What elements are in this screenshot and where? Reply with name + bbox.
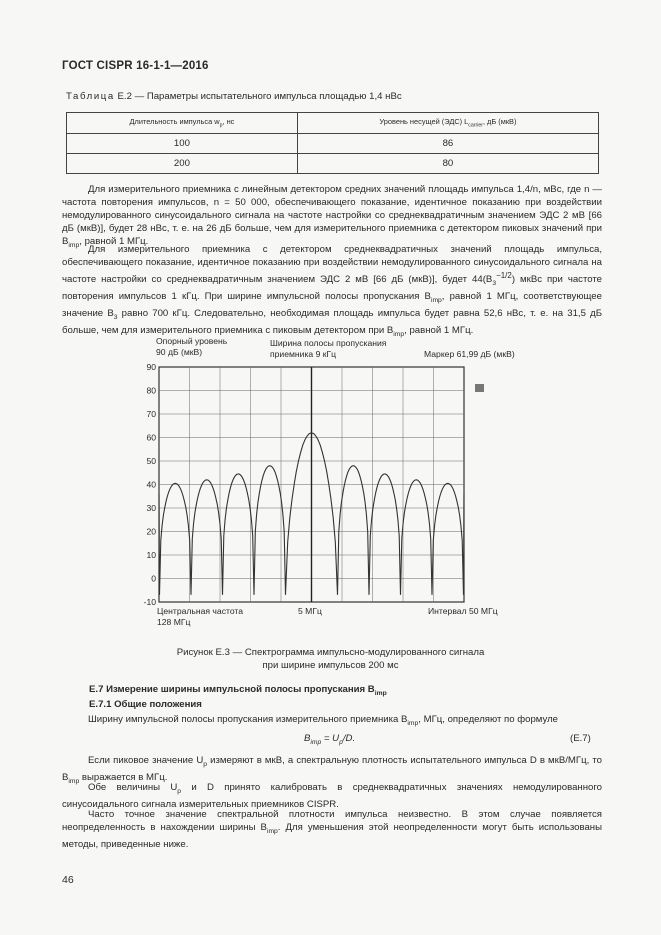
formula-e7: $B_{imp} = U_p/D$.	[304, 733, 356, 746]
y-tick-label: 50	[146, 456, 156, 466]
y-tick-label: 20	[146, 526, 156, 537]
chart-x-left-label: Центральная частота 128 МГц	[157, 606, 244, 627]
table-caption-text: Е.2 — Параметры испытательного импульса площадью 1,4 нВс	[117, 91, 402, 102]
chart-grid	[159, 367, 464, 602]
cell-width: 200	[67, 154, 298, 174]
y-tick-label: -10	[143, 597, 156, 607]
paragraph-calibration: Обе величины $U_p$ и D принято калибровать в среднеквадратичных значениях немодулированного синусоидального сигнала измерительных приемников CISPR.	[62, 782, 602, 810]
subsection-title: Е.7.1 Общие положения	[89, 699, 202, 710]
paragraph-units: Если пиковое значение $U_p$ измеряют в мкВ, а спектральную плотность испытательного импульса D в мкВ/МГц, то $B_{imp}$ выражается в МГц.	[62, 755, 602, 785]
y-tick-label: 90	[146, 362, 156, 372]
table-row	[67, 134, 599, 154]
header-pulse-width: Длительность импульса $w_p$, нс	[67, 113, 298, 134]
cell-level: 86	[297, 134, 598, 154]
marker-indicator	[475, 384, 484, 392]
chart-bandwidth-label: Ширина полосы пропускания приемника 9 кГц	[270, 338, 387, 359]
chart-marker-label: Маркер 61,99 дБ (мкВ)	[424, 349, 515, 359]
chart-x-right-label: Интервал 50 МГц	[428, 606, 498, 616]
y-tick-label: 0	[151, 573, 156, 584]
pulse-parameters-table	[66, 112, 599, 174]
table-row	[67, 154, 599, 174]
figure-caption: Рисунок Е.3 — Спектрограмма импульсно-модулированного сигнала при ширине импульсов 200 мс	[176, 647, 485, 671]
cell-width: 100	[67, 134, 298, 154]
cell-level: 80	[297, 154, 598, 174]
y-tick-label: 60	[146, 432, 156, 443]
table-caption	[66, 91, 402, 102]
y-tick-label: 70	[146, 409, 156, 419]
y-tick-label: 10	[146, 550, 156, 560]
page-number: 46	[62, 874, 74, 886]
header-carrier-level: Уровень несущей (ЭДС) $L_{carrier}$, дБ (мкВ)	[297, 113, 598, 134]
page-header: ГОСТ CISPR 16-1-1—2016	[62, 60, 209, 72]
y-tick-label: 80	[146, 385, 156, 396]
paragraph-rms-detector: Для измерительного приемника с детектором среднеквадратичных значений площадь импульса, обеспечивающего показание, идентичное показанию при воздействии немодулированного синусоидального сигнала на частоте настройки со среднеквадратичным значением ЭДС 2 мВ [66 дБ (мкВ)], будет $44(B_3^{-1/2})$ мкВс при частоте повторения импульсов 1 кГц. При ширине импульсной полосы пропускания $B_{imp}$, равной 1 МГц, соответствующее значение $B_3$ равно 700 кГц. Следовательно, необходимая площадь импульса будет равна 52,6 нВс, т. е. на 31,5 дБ больше, чем для измерительного приемника с пиковым детектором при $B_{imp}$, равной 1 МГц.	[62, 244, 603, 339]
spectrogram-chart	[130, 360, 500, 610]
table-caption-prefix: Таблица	[66, 91, 115, 102]
section-title: Е.7 Измерение ширины импульсной полосы пропускания $B_{imp}$	[89, 684, 387, 697]
paragraph-intro: Ширину импульсной полосы пропускания измерительного приемника $B_{imp}$, МГц, определяют по формуле	[88, 714, 559, 727]
table-header-row	[67, 113, 599, 134]
paragraph-linear-detector: Для измерительного приемника с линейным детектором средних значений площадь импульса 1,4/n, мВс, где n — частота повторения импульсов, n = 50 000, обеспечивающего показание, идентичное показанию при воздействии немодулированного синусоидального сигнала на частоте настройки со среднеквадратичным значением ЭДС 2 мВ [66 дБ (мкВ)], будет 28 нВс, т. е. на 26 дБ больше, чем для измерительного приемника с детектором пиковых значений при $B_{imp}$, равной 1 МГц.	[62, 184, 602, 250]
paragraph-uncertainty: Часто точное значение спектральной плотности импульса неизвестно. В этом случае появляется неопределенность в нахождении ширины $B_{imp}$. Для уменьшения этой неопределенности могут быть использованы методы, приведенные ниже.	[62, 809, 602, 851]
y-tick-label: 40	[146, 479, 156, 490]
chart-x-center-label: 5 МГц	[298, 606, 322, 616]
chart-y-tick-labels	[144, 362, 157, 607]
chart-ref-level-label: Опорный уровень 90 дБ (мкВ)	[156, 336, 228, 357]
y-tick-label: 30	[146, 503, 156, 513]
formula-number: (Е.7)	[570, 733, 591, 744]
